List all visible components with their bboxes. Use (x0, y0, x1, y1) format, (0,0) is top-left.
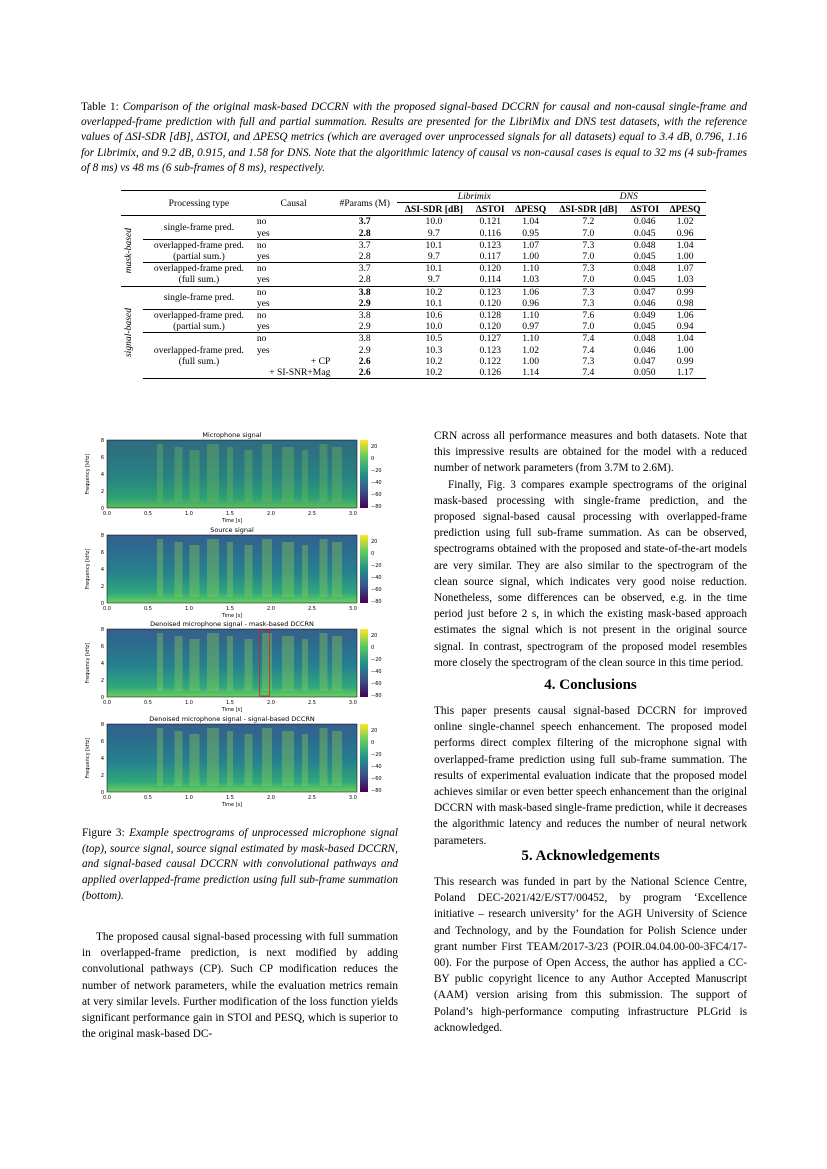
processing-type-cell: overlapped-frame pred. (153, 344, 244, 356)
speech-streak (262, 633, 272, 691)
dns-metric-cell: 0.98 (676, 297, 694, 309)
causal-cell: + SI-SNR+Mag (255, 367, 333, 379)
x-tick: 2.0 (266, 606, 275, 612)
speech-streak (175, 636, 183, 691)
colorbar-tick: 0 (371, 645, 375, 651)
y-tick: 0 (100, 601, 104, 607)
causal-cell: yes (256, 251, 270, 263)
colorbar-tick: −20 (371, 468, 382, 474)
lm-metric-cell: 9.7 (427, 251, 440, 263)
y-tick: 4 (100, 567, 104, 573)
figure-caption (82, 826, 398, 905)
speech-streak (190, 734, 200, 786)
speech-streak (190, 639, 200, 691)
params-cell: 3.7 (332, 263, 397, 275)
lm-metric-cell: 0.127 (471, 333, 510, 345)
dns-metric-cell: 0.94 (676, 321, 694, 333)
dns-metric-cell: 1.00 (676, 344, 694, 356)
dns-metric-cell: 7.3 (582, 297, 595, 309)
speech-streak (262, 728, 272, 786)
table-row (121, 263, 706, 275)
y-tick: 4 (100, 661, 104, 667)
x-tick: 3.0 (348, 606, 357, 612)
colorbar-tick: −60 (371, 681, 382, 687)
dns-metric-cell: 0.049 (625, 310, 664, 322)
processing-type-cell: (full sum.) (178, 274, 220, 286)
causal-cell: yes (256, 297, 270, 309)
lm-metric-cell: 1.14 (510, 367, 552, 379)
section-4-text: This paper presents causal signal-based DCCRN for improved online single-channel speech enhancement. The proposed model performs direct complex filtering of the microphone signal with overlapped-frame prediction using full sub-frame summation. The results of experimental evaluation indicate that the proposed model achieves similar or even better speech enhancement than the original DCCRN with mask-based single-frame prediction, while it decreases the algorithmic latency and reduces the number of neural network parameters. (434, 705, 747, 847)
params-cell: 2.8 (358, 227, 371, 239)
colorbar-tick: −60 (371, 776, 382, 782)
colorbar-tick: 20 (371, 444, 378, 450)
lm-metric-cell: 0.120 (471, 263, 510, 275)
dns-metric-cell: 7.6 (551, 310, 625, 322)
hdr-lm-stoi: ΔSTOI (475, 204, 505, 216)
table-caption-text: Comparison of the original mask-based DCCRN with the proposed signal-based DCCRN for causal and non-causal single-frame and overlapped-frame prediction with full and partial summation. Results are presented for the LibriMix and DNS test datasets, with the reference values of ΔSI-SDR [dB], ΔSTOI, and ΔPESQ metrics (which are averaged over unprocessed signals for all datasets) equal to 3.4 dB, 0.796, 1.16 for Librimix, and 9.2 dB, 0.915, and 1.58 for DNS. Note that the algorithmic latency of causal vs non-causal cases is equal to 32 ms (4 sub-frames of 8 ms) vs 48 ms (6 sub-frames of 8 ms), respectively. (81, 101, 747, 174)
x-tick: 2.5 (307, 700, 316, 706)
lm-metric-cell: 0.120 (479, 321, 502, 333)
panel-title: Denoised microphone signal - mask-based DCCRN (150, 620, 314, 628)
hdr-params: #Params (M) (332, 191, 397, 216)
section-4-body (434, 703, 747, 849)
dns-metric-cell: 7.0 (582, 274, 595, 286)
colorbar-tick: −80 (371, 788, 382, 794)
lm-metric-cell: 1.00 (522, 355, 540, 367)
table-row (121, 216, 706, 228)
hdr-dns: DNS (551, 191, 706, 203)
x-tick: 2.0 (266, 795, 275, 801)
dns-metric-cell: 7.3 (551, 286, 625, 298)
y-tick: 4 (100, 756, 104, 762)
lm-metric-cell: 10.3 (425, 344, 443, 356)
dns-metric-cell: 7.2 (551, 216, 625, 228)
dns-metric-cell: 0.045 (633, 274, 656, 286)
speech-streak (175, 731, 183, 786)
colorbar-tick: −40 (371, 764, 382, 770)
speech-streak (282, 542, 294, 597)
y-tick: 8 (100, 438, 104, 444)
lm-metric-cell: 0.123 (471, 286, 510, 298)
params-cell: 2.9 (358, 344, 371, 356)
lm-metric-cell: 10.1 (397, 263, 471, 275)
section-5-title: 5. Acknowledgements (521, 848, 660, 864)
speech-streak (227, 542, 233, 597)
lm-metric-cell: 0.114 (479, 274, 501, 286)
x-tick: 3.0 (348, 795, 357, 801)
speech-streak (190, 545, 200, 597)
params-cell: 3.8 (332, 286, 397, 298)
lm-metric-cell: 1.00 (522, 251, 540, 263)
causal-cell: + CP (310, 355, 331, 367)
lm-metric-cell: 9.7 (427, 274, 440, 286)
x-tick: 3.0 (348, 511, 357, 517)
speech-streak (227, 731, 233, 786)
causal-cell: yes (256, 344, 270, 356)
y-axis-label: Frequency [kHz] (85, 737, 91, 779)
params-cell: 3.7 (332, 216, 397, 228)
processing-type-cell: (partial sum.) (173, 251, 225, 263)
lm-metric-cell: 10.2 (425, 355, 443, 367)
lm-metric-cell: 1.10 (510, 263, 552, 275)
group-label: mask-based (123, 228, 134, 274)
dns-metric-cell: 0.045 (633, 321, 656, 333)
panel-title: Source signal (210, 526, 254, 534)
colorbar-tick: −60 (371, 587, 382, 593)
dns-metric-cell: 1.00 (676, 251, 694, 263)
y-tick: 2 (100, 584, 104, 590)
hdr-lm-sisdr: ΔSI-SDR [dB] (404, 204, 463, 216)
table-row (121, 286, 706, 298)
causal-cell: no (255, 216, 333, 228)
figure-caption-label: Figure 3: (82, 827, 125, 839)
dns-metric-cell: 1.17 (664, 367, 706, 379)
causal-cell: no (255, 263, 333, 275)
processing-type-cell (143, 367, 255, 379)
lm-metric-cell: 1.07 (510, 239, 552, 251)
x-tick: 1.0 (184, 700, 193, 706)
speech-streak (332, 542, 342, 597)
causal-cell: no (255, 333, 333, 345)
x-tick: 2.0 (266, 700, 275, 706)
lm-metric-cell: 9.7 (427, 227, 440, 239)
y-tick: 0 (100, 695, 104, 701)
right-column-text (434, 428, 747, 671)
x-tick: 2.5 (307, 511, 316, 517)
colorbar-tick: −60 (371, 492, 382, 498)
hdr-processing: Processing type (143, 191, 255, 216)
params-cell: 2.6 (332, 367, 397, 379)
params-cell: 3.8 (332, 333, 397, 345)
hdr-librimix: Librimix (397, 191, 551, 203)
params-cell: 2.8 (358, 274, 371, 286)
params-cell: 2.9 (358, 321, 371, 333)
colorbar (360, 629, 368, 697)
dns-metric-cell: 1.06 (664, 310, 706, 322)
processing-type-cell: (partial sum.) (173, 321, 225, 333)
lm-metric-cell: 10.1 (425, 297, 443, 309)
speech-streak (262, 539, 272, 597)
table-row (121, 310, 706, 322)
dns-metric-cell: 0.048 (625, 263, 664, 275)
dns-metric-cell: 0.045 (633, 251, 656, 263)
x-tick: 0.5 (144, 700, 152, 706)
x-axis-label: Time [s] (221, 802, 243, 808)
y-tick: 0 (100, 790, 104, 796)
processing-type-cell: overlapped-frame pred. (143, 310, 255, 322)
x-tick: 1.0 (184, 606, 193, 612)
dns-metric-cell: 7.4 (551, 333, 625, 345)
x-tick: 1.5 (225, 795, 234, 801)
dns-metric-cell: 0.046 (625, 216, 664, 228)
processing-type-cell: (full sum.) (178, 355, 220, 367)
speech-streak (175, 542, 183, 597)
lm-metric-cell: 0.116 (479, 227, 501, 239)
lm-metric-cell: 0.96 (522, 297, 540, 309)
dns-metric-cell: 1.02 (664, 216, 706, 228)
colorbar-tick: 20 (371, 539, 378, 545)
section-4-title: 4. Conclusions (544, 677, 637, 693)
colorbar-tick: 0 (371, 740, 375, 746)
lm-metric-cell: 0.128 (471, 310, 510, 322)
x-tick: 0.0 (103, 511, 111, 517)
dns-metric-cell: 0.99 (676, 355, 694, 367)
x-tick: 3.0 (348, 700, 357, 706)
x-tick: 0.5 (144, 606, 152, 612)
dns-metric-cell: 0.99 (664, 286, 706, 298)
lm-metric-cell: 0.95 (522, 227, 540, 239)
panel-title: Microphone signal (202, 431, 262, 439)
dns-metric-cell: 7.3 (582, 355, 595, 367)
colorbar-tick: −20 (371, 752, 382, 758)
causal-cell: yes (256, 227, 270, 239)
speech-streak (320, 633, 328, 691)
lm-metric-cell: 0.117 (479, 251, 501, 263)
x-tick: 2.0 (266, 511, 275, 517)
params-cell: 2.8 (358, 251, 371, 263)
y-tick: 0 (100, 506, 104, 512)
section-5-text: This research was funded in part by the National Science Centre, Poland DEC-2021/42/E/ST7/00452, by program ‘Excellence initiative – research university’ for the AGH University of Science and Technology, and by the Foundation for Polish Science under grant number First TEAM/2017-3/23 (POIR.04.04.00-00-3FC4/17-00). For the purpose of Open Access, the author has applied a CC-BY public copyright licence to any Author Accepted Manuscript (AAM) version arising from this submission. The support of Poland’s high-performance computing infrastructure PLGrid is acknowledged. (434, 876, 747, 1034)
causal-cell: no (255, 310, 333, 322)
lm-metric-cell: 0.123 (471, 239, 510, 251)
x-tick: 1.0 (184, 511, 193, 517)
x-tick: 1.5 (225, 511, 234, 517)
lm-metric-cell: 10.5 (397, 333, 471, 345)
lm-metric-cell: 1.10 (510, 310, 552, 322)
dns-metric-cell: 0.047 (625, 286, 664, 298)
x-axis-label: Time [s] (221, 518, 243, 524)
x-tick: 0.0 (103, 606, 111, 612)
speech-streak (227, 636, 233, 691)
dns-metric-cell: 0.047 (633, 355, 656, 367)
speech-streak (207, 539, 219, 597)
y-tick: 2 (100, 773, 104, 779)
panel-title: Denoised microphone signal - signal-based DCCRN (149, 715, 315, 723)
speech-streak (320, 539, 328, 597)
group-label: signal-based (123, 308, 134, 358)
colorbar-tick: −80 (371, 693, 382, 699)
section-5-body (434, 874, 747, 1036)
x-tick: 2.5 (307, 795, 316, 801)
speech-streak (207, 728, 219, 786)
table-row (121, 367, 706, 379)
params-cell: 2.9 (358, 297, 371, 309)
colorbar-tick: −20 (371, 657, 382, 663)
processing-type-cell: single-frame pred. (143, 286, 255, 309)
speech-streak (302, 545, 308, 597)
colorbar-tick: 0 (371, 551, 375, 557)
speech-streak (157, 728, 163, 786)
left-column-text (82, 929, 398, 1042)
y-tick: 6 (100, 739, 104, 745)
dns-metric-cell: 7.4 (551, 367, 625, 379)
y-tick: 2 (100, 489, 104, 495)
x-tick: 1.5 (225, 606, 234, 612)
speech-streak (157, 539, 163, 597)
speech-streak (332, 636, 342, 691)
speech-streak (282, 731, 294, 786)
lm-metric-cell: 0.126 (471, 367, 510, 379)
table-row (121, 239, 706, 251)
dns-metric-cell: 7.3 (551, 239, 625, 251)
lm-metric-cell: 1.02 (522, 344, 540, 356)
dns-metric-cell: 0.96 (676, 227, 694, 239)
speech-streak (207, 633, 219, 691)
lm-metric-cell: 10.6 (397, 310, 471, 322)
dns-metric-cell: 0.046 (633, 344, 656, 356)
processing-type-cell: single-frame pred. (143, 216, 255, 239)
hdr-causal: Causal (255, 191, 333, 216)
colorbar-tick: −40 (371, 575, 382, 581)
speech-streak (245, 734, 253, 786)
speech-streak (320, 728, 328, 786)
noise-overlay (107, 440, 357, 508)
params-cell: 2.6 (358, 355, 371, 367)
results-body (121, 216, 706, 379)
processing-type-cell: overlapped-frame pred. (143, 263, 255, 275)
causal-cell: no (255, 239, 333, 251)
hdr-dns-stoi: ΔSTOI (630, 204, 660, 216)
spectrogram-svg (82, 428, 398, 816)
y-tick: 8 (100, 722, 104, 728)
dns-metric-cell: 0.046 (633, 297, 656, 309)
right-paragraph-1: CRN across all performance measures and both datasets. Note that this impressive results are obtained for the model with a reduced number of network parameters (from 3.7M to 2.6M). (434, 430, 747, 475)
dns-metric-cell: 7.0 (582, 227, 595, 239)
y-axis-label: Frequency [kHz] (85, 453, 91, 495)
x-axis-label: Time [s] (221, 613, 243, 619)
dns-metric-cell: 0.050 (625, 367, 664, 379)
lm-metric-cell: 1.03 (522, 274, 540, 286)
params-cell: 3.8 (332, 310, 397, 322)
table-row (121, 321, 706, 333)
lm-metric-cell: 10.2 (397, 286, 471, 298)
colorbar-tick: −80 (371, 599, 382, 605)
y-tick: 2 (100, 678, 104, 684)
dns-metric-cell: 7.4 (582, 344, 595, 356)
lm-metric-cell: 0.123 (479, 344, 502, 356)
dns-metric-cell: 7.3 (551, 263, 625, 275)
left-paragraph: The proposed causal signal-based processing with full summation in overlapped-frame prediction, is next modified by adding convolutional pathways (CP). Such CP modification reduces the number of network parameters, while the evaluation metrics remain at very similar levels. Further modification of the loss function yields significant performance gain in STOI and PESQ, which is superior to the original mask-based DC- (82, 931, 398, 1041)
dns-metric-cell: 7.0 (582, 251, 595, 263)
causal-cell: no (255, 286, 333, 298)
y-axis-label: Frequency [kHz] (85, 642, 91, 684)
right-paragraph-2: Finally, Fig. 3 compares example spectrograms of the original mask-based processing with single-frame prediction, and the proposed signal-based causal processing with overlapped-frame prediction using full sub-frame summation. As can be observed, spectrograms obtained with the proposed and state-of-the-art models are very similar. They are also similar to the spectrogram of the clean source signal, which indicates very good noise reduction. Nonetheless, some differences can be observed, e.g. in the time period just before 2 s, in which the existing mask-based approach estimates the signal which is not present in the original source signal. In contrast, spectrogram of the proposed model resembles more closely the spectrogram of the clean source in this time period. (434, 478, 747, 669)
causal-cell: yes (256, 321, 270, 333)
x-axis-label: Time [s] (221, 707, 243, 713)
y-tick: 6 (100, 644, 104, 650)
lm-metric-cell: 0.97 (522, 321, 540, 333)
results-table (121, 190, 706, 379)
y-tick: 6 (100, 550, 104, 556)
colorbar-tick: 20 (371, 728, 378, 734)
dns-metric-cell: 1.03 (676, 274, 694, 286)
x-tick: 0.0 (103, 700, 111, 706)
processing-type-cell (143, 333, 255, 345)
table-caption-label: Table 1: (81, 101, 119, 113)
y-tick: 4 (100, 472, 104, 478)
colorbar-tick: 0 (371, 456, 375, 462)
table-row (121, 356, 706, 367)
dns-metric-cell: 1.04 (664, 239, 706, 251)
y-tick: 8 (100, 627, 104, 633)
lm-metric-cell: 1.04 (510, 216, 552, 228)
causal-cell: yes (256, 274, 270, 286)
lm-metric-cell: 1.06 (510, 286, 552, 298)
lm-metric-cell: 10.0 (425, 321, 443, 333)
speech-streak (332, 731, 342, 786)
y-tick: 6 (100, 455, 104, 461)
colorbar (360, 535, 368, 603)
lm-metric-cell: 0.121 (471, 216, 510, 228)
hdr-dns-sisdr: ΔSI-SDR [dB] (559, 204, 618, 216)
lm-metric-cell: 0.120 (479, 297, 502, 309)
spectrogram-figure (82, 428, 398, 816)
hdr-lm-pesq: ΔPESQ (515, 204, 547, 216)
table-row (121, 274, 706, 286)
lm-metric-cell: 0.122 (479, 355, 502, 367)
lm-metric-cell: 10.2 (397, 367, 471, 379)
x-tick: 1.5 (225, 700, 234, 706)
dns-metric-cell: 7.0 (582, 321, 595, 333)
lm-metric-cell: 1.10 (510, 333, 552, 345)
speech-streak (282, 636, 294, 691)
y-axis-label: Frequency [kHz] (85, 548, 91, 590)
colorbar-tick: 20 (371, 633, 378, 639)
colorbar-tick: −80 (371, 504, 382, 510)
table-caption (81, 100, 747, 176)
lm-metric-cell: 10.1 (397, 239, 471, 251)
x-tick: 0.5 (144, 795, 152, 801)
speech-streak (302, 639, 308, 691)
speech-streak (245, 545, 253, 597)
processing-type-cell: overlapped-frame pred. (143, 239, 255, 251)
colorbar-tick: −40 (371, 669, 382, 675)
params-cell: 3.7 (332, 239, 397, 251)
colorbar (360, 440, 368, 508)
x-tick: 1.0 (184, 795, 193, 801)
dns-metric-cell: 1.07 (664, 263, 706, 275)
x-tick: 0.5 (144, 511, 152, 517)
dns-metric-cell: 0.048 (625, 239, 664, 251)
lm-metric-cell: 10.0 (397, 216, 471, 228)
x-tick: 0.0 (103, 795, 111, 801)
hdr-dns-pesq: ΔPESQ (669, 204, 701, 216)
dns-metric-cell: 1.04 (664, 333, 706, 345)
speech-streak (302, 734, 308, 786)
y-tick: 8 (100, 533, 104, 539)
colorbar-tick: −40 (371, 480, 382, 486)
dns-metric-cell: 0.045 (633, 227, 656, 239)
x-tick: 2.5 (307, 606, 316, 612)
colorbar-tick: −20 (371, 563, 382, 569)
figure-caption-text: Example spectrograms of unprocessed microphone signal (top), source signal, source signal estimated by mask-based DCCRN, and signal-based causal DCCRN with convolutional pathways and applied overlapped-frame prediction using full sub-frame summation (bottom). (82, 827, 399, 902)
speech-streak (245, 639, 253, 691)
table-row (121, 333, 706, 345)
table-row (121, 251, 706, 263)
colorbar (360, 724, 368, 792)
table-row (121, 345, 706, 356)
dns-metric-cell: 0.048 (625, 333, 664, 345)
speech-streak (157, 633, 163, 691)
